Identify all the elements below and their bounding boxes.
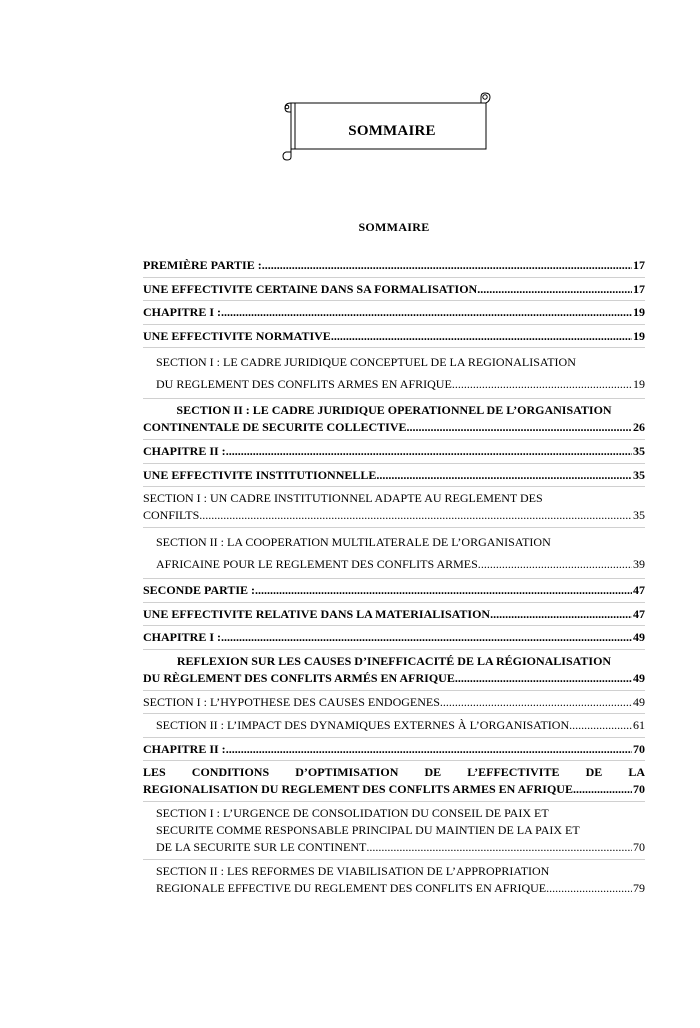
toc-leader-dots	[202, 507, 632, 524]
toc-entry-label: DU RÈGLEMENT DES CONFLITS ARMÉS EN AFRIQUE	[143, 670, 455, 685]
toc-entry-page: 35	[633, 444, 645, 458]
toc-entry-page: 70	[633, 782, 645, 796]
toc-entry-label: SECONDE PARTIE :	[143, 583, 256, 597]
toc-entry[interactable]	[143, 399, 645, 439]
toc-entry-label: CONTINENTALE DE SECURITE COLLECTIVE	[143, 420, 407, 434]
toc-entry-page: 17	[633, 258, 645, 272]
toc-entry-page: 35	[633, 467, 645, 482]
toc-entry-line: SECTION II : LES REFORMES DE VIABILISATION DE L’APPROPRIATION	[156, 864, 550, 878]
scroll-banner-title: SOMMAIRE	[348, 123, 436, 139]
toc-entry-page: 47	[633, 583, 645, 597]
toc-entry-page: 49	[633, 694, 645, 709]
toc-entry-label: CHAPITRE I :	[143, 305, 222, 319]
toc-entry-line: REFLEXION SUR LES CAUSES D’INEFFICACITÉ DE LA RÉGIONALISATION	[176, 653, 612, 668]
toc-entry-page: 39	[633, 557, 645, 571]
toc-entry[interactable]	[143, 301, 645, 324]
toc-leader-dots	[490, 603, 632, 626]
toc-leader-dots	[477, 278, 632, 301]
toc-leader-dots	[407, 419, 632, 436]
toc-entry-word: LES	[143, 765, 166, 779]
toc-entry[interactable]	[143, 440, 645, 463]
toc-entry-page: 49	[633, 670, 645, 685]
toc-entry[interactable]	[143, 487, 645, 527]
toc-leader-dots	[452, 373, 632, 395]
toc-entry[interactable]	[143, 691, 645, 714]
toc-entry[interactable]	[143, 348, 645, 398]
toc-entry-page: 61	[633, 718, 645, 732]
toc-entry-label: UNE EFFECTIVITE INSTITUTIONNELLE	[143, 467, 377, 482]
toc-entry-page: 47	[633, 606, 645, 621]
toc-entry[interactable]	[143, 650, 645, 690]
toc-entry-page: 35	[633, 508, 645, 522]
toc-entry[interactable]	[143, 254, 645, 277]
toc-entry-label: SECTION I : L’HYPOTHESE DES CAUSES ENDOGENES.	[143, 694, 443, 709]
toc-entry[interactable]	[143, 626, 645, 649]
toc-entry-page: 17	[633, 281, 645, 296]
toc-entry-word: LA	[628, 765, 645, 779]
toc-leader-dots	[376, 464, 632, 487]
toc-entry-label: REGIONALISATION DU REGLEMENT DES CONFLITS ARMES EN AFRIQUE	[143, 782, 573, 796]
toc-entry-word: D’OPTIMISATION	[295, 765, 399, 779]
toc-leader-dots	[221, 301, 632, 324]
toc-leader-dots	[226, 738, 632, 761]
toc-entry[interactable]	[143, 325, 645, 348]
toc-entry-label: CONFILTS.	[143, 508, 203, 522]
toc-leader-dots	[226, 440, 632, 463]
toc-entry[interactable]	[143, 528, 645, 578]
toc-entry-label: UNE EFFECTIVITE RELATIVE DANS LA MATERIALISATION	[143, 606, 491, 621]
toc-entry-label: CHAPITRE I :	[143, 630, 222, 644]
toc-entry[interactable]	[143, 802, 645, 859]
toc-leader-dots	[569, 714, 632, 737]
toc-entry-page: 19	[633, 377, 645, 391]
toc-entry-line: SECTION I : L’URGENCE DE CONSOLIDATION DU CONSEIL DE PAIX ET	[156, 806, 549, 820]
toc-entry[interactable]	[143, 860, 645, 900]
toc-entry-page: 19	[633, 305, 645, 319]
toc-entry-line: SECTION I : LE CADRE JURIDIQUE CONCEPTUEL DE LA REGIONALISATION	[156, 355, 576, 369]
toc-leader-dots	[443, 691, 632, 714]
toc-entry-line: SECTION II : LA COOPERATION MULTILATERALE DE L’ORGANISATION	[156, 535, 551, 549]
toc-entry-label: UNE EFFECTIVITE NORMATIVE	[143, 328, 331, 343]
toc-entry-label: REGIONALE EFFECTIVE DU REGLEMENT DES CONFLITS EN AFRIQUE	[156, 881, 547, 895]
toc-entry-label: CHAPITRE II :	[143, 444, 226, 458]
toc-entry-page: 19	[633, 328, 645, 343]
toc-entry-label: CHAPITRE II :	[143, 741, 226, 756]
toc-entry-label: SECTION II : L’IMPACT DES DYNAMIQUES EXTERNES À L’ORGANISATION	[156, 718, 570, 732]
toc-leader-dots	[366, 839, 632, 856]
toc-entry-label: PREMIÈRE PARTIE :	[143, 258, 262, 272]
toc-entry-word: CONDITIONS	[191, 765, 270, 779]
toc-entry[interactable]	[143, 579, 645, 602]
table-of-contents	[143, 254, 645, 900]
toc-entry-label: DU REGLEMENT DES CONFLITS ARMES EN AFRIQUE	[156, 377, 452, 391]
toc-entry[interactable]	[143, 278, 645, 301]
toc-leader-dots	[221, 626, 632, 649]
toc-leader-dots	[331, 325, 632, 348]
toc-leader-dots	[455, 670, 632, 687]
toc-leader-dots	[573, 781, 632, 798]
toc-entry-page: 49	[633, 630, 645, 644]
toc-entry-label: UNE EFFECTIVITE CERTAINE DANS SA FORMALISATION	[143, 281, 478, 296]
toc-entry-page: 79	[633, 881, 645, 895]
toc-entry[interactable]	[143, 738, 645, 761]
page-title: SOMMAIRE	[358, 220, 430, 234]
toc-entry[interactable]	[143, 714, 645, 737]
toc-leader-dots	[262, 254, 632, 277]
toc-leader-dots	[546, 880, 632, 897]
sommaire-scroll-banner	[281, 91, 495, 161]
toc-entry-line	[143, 764, 645, 781]
toc-entry-line: SECURITE COMME RESPONSABLE PRINCIPAL DU MAINTIEN DE LA PAIX ET	[156, 823, 580, 837]
toc-entry-page: 70	[633, 840, 645, 854]
toc-entry-label: AFRICAINE POUR LE REGLEMENT DES CONFLITS ARMES.	[156, 557, 481, 571]
toc-entry[interactable]	[143, 761, 645, 801]
toc-entry-line: SECTION II : LE CADRE JURIDIQUE OPERATIONNEL DE L’ORGANISATION	[176, 403, 612, 417]
toc-entry[interactable]	[143, 603, 645, 626]
toc-entry-page: 70	[633, 741, 645, 756]
toc-entry[interactable]	[143, 464, 645, 487]
toc-entry-label: DE LA SECURITE SUR LE CONTINENT	[156, 840, 367, 854]
toc-entry-word: L’EFFECTIVITE	[467, 765, 560, 779]
toc-leader-dots	[481, 553, 632, 575]
toc-leader-dots	[255, 579, 632, 602]
toc-entry-page: 26	[633, 420, 645, 434]
toc-entry-word: DE	[585, 765, 603, 779]
toc-entry-line: SECTION I : UN CADRE INSTITUTIONNEL ADAPTE AU REGLEMENT DES	[143, 491, 543, 505]
toc-entry-word: DE	[424, 765, 442, 779]
